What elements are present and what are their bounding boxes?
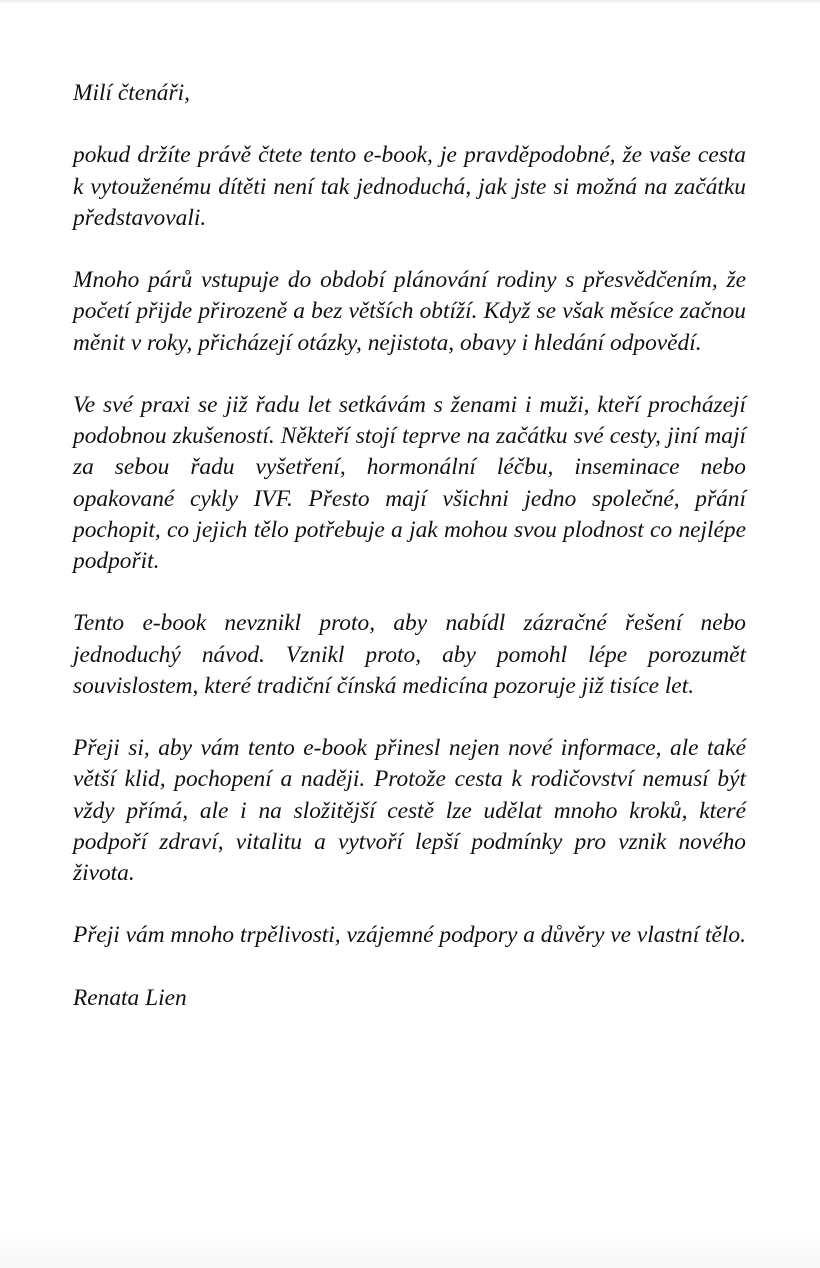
letter-paragraph-couples: Mnoho párů vstupuje do období plánování rodiny s přesvědčením, že početí přijde přirozeně a bez větších obtíží. Když se však měsíce začnou měnit v roky, přicházejí otázky, nejistota, obavy i hledání odpovědí. [73, 267, 746, 356]
letter-paragraph-wishes: Přeji si, aby vám tento e-book přinesl nejen nové informace, ale také větší klid, pochopení a naději. Protože cesta k rodičovství nemusí být vždy přímá, ale i na složitější cestě lze udělat mnoho kroků, které podpoří zdraví, vitalitu a vytvoří lepší podmínky pro vznik nového života. [73, 735, 746, 886]
page-bottom-edge [0, 1228, 820, 1268]
letter-paragraph-intro: pokud držíte právě čtete tento e-book, je pravděpodobné, že vaše cesta k vytouženému dítěti není tak jednoduchá, jak jste si možná na začátku představovali. [73, 142, 746, 231]
letter-page [73, 78, 746, 1045]
letter-signature: Renata Lien [73, 984, 187, 1011]
letter-salutation: Milí čtenáři, [73, 80, 190, 106]
letter-paragraph-purpose: Tento e-book nevznikl proto, aby nabídl zázračné řešení nebo jednoduchý návod. Vznikl proto, aby pomohl lépe porozumět souvislostem, které tradiční čínská medicína pozoruje již tisíce let. [73, 610, 746, 699]
letter-paragraph-practice: Ve své praxi se již řadu let setkávám s ženami i muži, kteří procházejí podobnou zkušeností. Někteří stojí teprve na začátku své cesty, jiní mají za sebou řadu vyšetření, hormonální léčbu, inseminace nebo opakované cykly IVF. Přesto mají všichni jedno společné, přání pochopit, co jejich tělo potřebuje a jak mohou svou plodnost co nejlépe podpořit. [73, 391, 746, 574]
letter-closing-wish: Přeji vám mnoho trpělivosti, vzájemné podpory a důvěry ve vlastní tělo. [73, 922, 746, 949]
page-top-edge [0, 0, 820, 4]
